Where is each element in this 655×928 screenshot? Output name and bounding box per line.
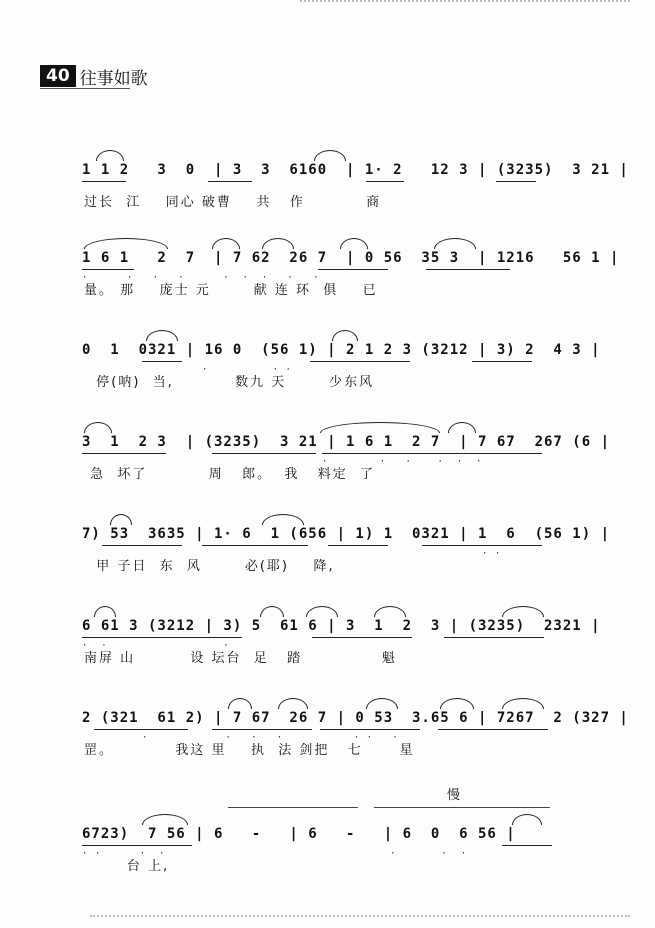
octave-dots: · · · · · · (322, 457, 483, 467)
notation-line: 6 61 3 (3212 | 3) 5 61 6 | 3 1 2 3 | (3235) 2321 | (82, 618, 601, 634)
underline (82, 181, 126, 182)
underline (322, 453, 442, 454)
lyric-line: 甲 子日 东 风 必(耶) 降, (84, 559, 335, 574)
underline (82, 453, 166, 454)
slur (142, 814, 188, 825)
tempo-extension-line (228, 807, 358, 808)
slur (440, 698, 474, 709)
page-number: 40 (40, 65, 76, 87)
score-system-8 (82, 826, 562, 886)
slur (110, 514, 132, 525)
octave-dots: · · · (202, 365, 292, 375)
slur (434, 238, 476, 249)
slur (96, 150, 124, 161)
score-system-2 (82, 250, 620, 310)
octave-dots: · · · · · · · (142, 733, 399, 743)
underline (142, 361, 182, 362)
underline (438, 729, 548, 730)
underline (328, 545, 388, 546)
top-border (300, 0, 630, 8)
slur (84, 422, 112, 433)
notation-line: 3 1 2 3 | (3235) 3 21 | 1 6 1 2 7 | 7 67 267 (6 | (82, 434, 611, 450)
lyric-line: 量。 那 庞士 元 献 连 环 俱 已 (84, 283, 378, 298)
underline (442, 453, 542, 454)
score-system-6 (82, 618, 601, 678)
notation-line: 0 1 0321 | 16 0 (56 1) | 2 1 2 3 (3212 | 3) 2 4 3 | (82, 342, 601, 358)
score-system-3 (82, 342, 601, 402)
slur (84, 238, 168, 249)
lyric-line: 过长 江 同心 破曹 共 作 商 (84, 195, 382, 210)
underline (496, 181, 536, 182)
octave-dots: · · · · · · · · · (82, 273, 320, 283)
lyric-line: 急 坏了 周 郎。 我 料定 了 (84, 467, 376, 482)
slur (314, 150, 346, 161)
score-system-5 (82, 526, 611, 586)
slur (278, 698, 308, 709)
notation-line: 2 (321 61 2) | 7 67 26 7 | 0 53 3.65 6 | 7267 2 (327 | (82, 710, 629, 726)
slur (320, 422, 440, 433)
underline (366, 181, 404, 182)
slur (212, 238, 240, 249)
underline (94, 729, 188, 730)
header-rule (40, 88, 130, 89)
slur (332, 330, 358, 341)
score-system-4 (82, 434, 611, 494)
underline (102, 545, 182, 546)
notation-line: 1 1 2 3 0 | 3 3 6160 | 1· 2 12 3 | (3235) 3 21 | (82, 162, 629, 178)
score-system-1 (82, 162, 629, 222)
notation-line: 1 6 1 2 7 | 7 62 26 7 | 0 56 35 3 | 1216 56 1 | (82, 250, 620, 266)
slur (306, 606, 338, 617)
underline (426, 269, 510, 270)
underline (82, 845, 192, 846)
slur (502, 606, 544, 617)
slur (228, 698, 252, 709)
underline (202, 545, 308, 546)
lyric-line: 南屏 山 设 坛台 足 踏 魁 (84, 651, 397, 666)
lyric-line: 罡。 我这 里 执 法 剑把 七 星 (84, 743, 415, 758)
slur (366, 698, 398, 709)
underline (502, 845, 552, 846)
slur (374, 606, 406, 617)
tempo-extension-line (374, 807, 550, 808)
score-system-7 (82, 710, 629, 770)
page-header (40, 64, 148, 88)
lyric-line: 台 上, (84, 859, 170, 874)
octave-dots: · · · · · · · (82, 849, 468, 859)
notation-line: 7) 53 3635 | 1· 6 1 (656 | 1) 1 0321 | 1 6 (56 1) | (82, 526, 611, 542)
slur (262, 514, 304, 525)
octave-dots: · · · (82, 641, 230, 651)
slur (448, 422, 476, 433)
underline (472, 361, 532, 362)
underline (212, 729, 312, 730)
underline (208, 181, 252, 182)
octave-dots: · · (482, 549, 502, 559)
underline (320, 729, 420, 730)
underline (444, 637, 544, 638)
underline (310, 361, 410, 362)
slur (512, 814, 542, 825)
slur (340, 238, 368, 249)
slur (502, 698, 544, 709)
underline (318, 269, 388, 270)
bottom-border (90, 915, 630, 917)
lyric-line: 停(呐) 当, 数九 天 少东风 (84, 375, 375, 390)
slur (94, 606, 116, 617)
underline (82, 269, 134, 270)
slur (262, 238, 294, 249)
underline (82, 637, 242, 638)
underline (312, 637, 412, 638)
underline (212, 453, 316, 454)
notation-line: 6723) 7 56 | 6 - | 6 - | 6 0 6 56 | (82, 826, 516, 842)
underline (422, 545, 542, 546)
tempo-mark: 慢 (447, 788, 461, 803)
slur (146, 330, 178, 341)
book-title: 往事如歌 (79, 68, 148, 89)
slur (260, 606, 284, 617)
